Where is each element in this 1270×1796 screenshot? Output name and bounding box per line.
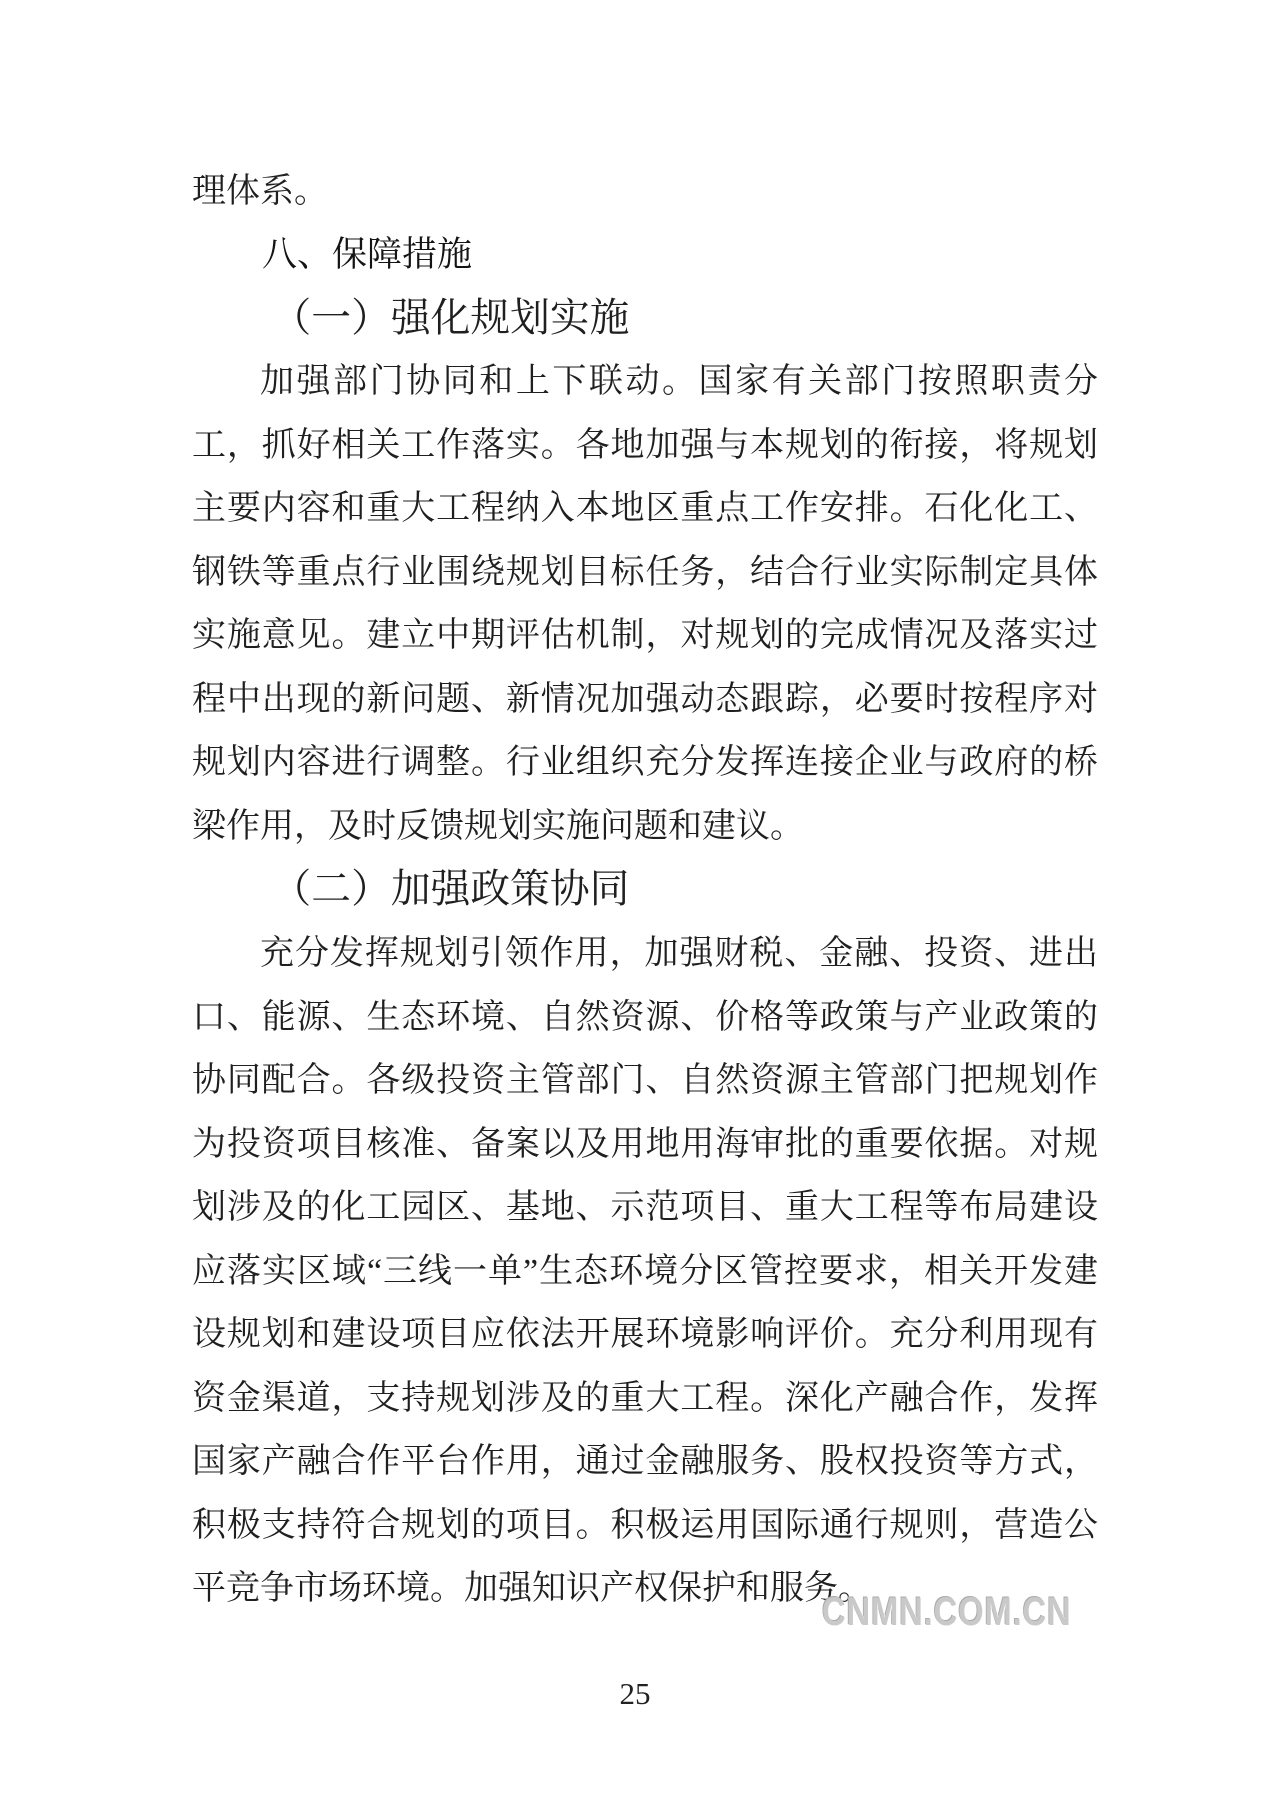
subsection-1-title: （一）强化规划实施: [271, 296, 630, 340]
subsection-2-title: （二）加强政策协同: [271, 867, 630, 911]
site-watermark: CNMN.COM.CN: [822, 1590, 1072, 1634]
subsection-2-paragraph: 充分发挥规划引领作用，加强财税、金融、投资、进出口、能源、生态环境、自然资源、价格等政策与产业政策的协同配合。各级投资主管部门、自然资源主管部门把规划作为投资项目核准、备案以及用地用海审批的重要依据。对规划涉及的化工园区、基地、示范项目、重大工程等布局建设应落实区域“三线一单”生态环境分区管控要求，相关开发建设规划和建设项目应依法开展环境影响评价。充分利用现有资金渠道，支持规划涉及的重大工程。深化产融合作，发挥国家产融合作平台作用，通过金融服务、股权投资等方式，积极支持符合规划的项目。积极运用国际通行规则，营造公平竞争市场环境。加强知识产权保护和服务。: [192, 935, 1098, 1607]
subsection-1-paragraph: 加强部门协同和上下联动。国家有关部门按照职责分工，抓好相关工作落实。各地加强与本规划的衔接，将规划主要内容和重大工程纳入本地区重点工作安排。石化化工、钢铁等重点行业围绕规划目标任务，结合行业实际制定具体实施意见。建立中期评估机制，对规划的完成情况及落实过程中出现的新问题、新情况加强动态跟踪，必要时按程序对规划内容进行调整。行业组织充分发挥连接企业与政府的桥梁作用，及时反馈规划实施问题和建议。: [192, 363, 1098, 845]
section-heading: 八、保障措施: [262, 235, 473, 274]
page-number: 25: [619, 1676, 651, 1711]
paragraph-continuation: 理体系。: [192, 173, 328, 210]
